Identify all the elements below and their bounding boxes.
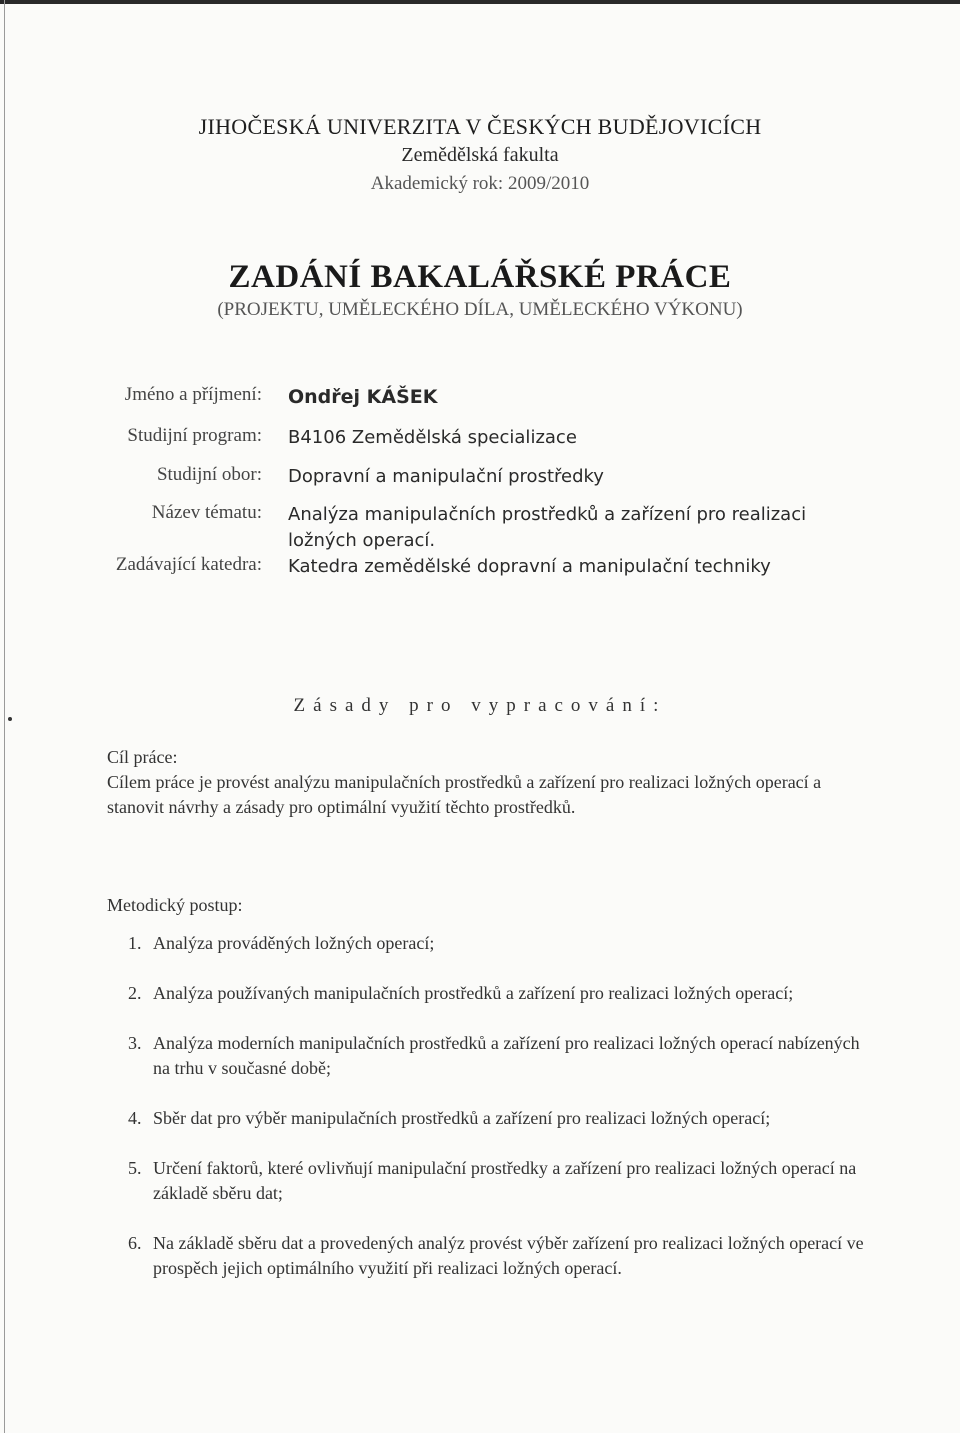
student-name: Ondřej KÁŠEK — [288, 386, 438, 408]
info-label: Zadávající katedra: — [115, 554, 262, 575]
step-text: Analýza moderních manipulačních prostředků a zařízení pro realizaci ložných operací nabízených na trhu v současné době; — [153, 1033, 860, 1078]
method-step — [107, 1231, 867, 1281]
faculty-name: Zemědělská fakulta — [401, 144, 559, 166]
thesis-topic: Analýza manipulačních prostředků a zařízení pro realizaci ložných operací. — [288, 504, 807, 551]
method-label: Metodický postup: — [107, 895, 243, 915]
step-number: 5. — [128, 1158, 142, 1178]
document-subtitle: (PROJEKTU, UMĚLECKÉHO DÍLA, UMĚLECKÉHO VÝKONU) — [217, 299, 743, 320]
method-step — [107, 1031, 867, 1081]
step-text: Sběr dat pro výběr manipulačních prostředků a zařízení pro realizaci ložných operací; — [153, 1108, 771, 1128]
step-number: 4. — [128, 1108, 142, 1128]
department: Katedra zemědělské dopravní a manipulační techniky — [288, 556, 771, 577]
step-text: Analýza prováděných ložných operací; — [153, 933, 435, 953]
step-number: 1. — [128, 933, 142, 953]
info-label: Název tématu: — [151, 502, 262, 523]
academic-year: Akademický rok: 2009/2010 — [370, 173, 590, 194]
info-label: Studijní program: — [127, 425, 262, 446]
method-steps — [107, 931, 867, 1281]
scan-edge-top — [0, 0, 960, 4]
university-name: JIHOČESKÁ UNIVERZITA V ČESKÝCH BUDĚJOVICÍCH — [198, 114, 762, 139]
step-text: Na základě sběru dat a provedených analýz provést výběr zařízení pro realizaci ložných operací ve prospěch jejich optimálního využití při realizaci ložných operací. — [153, 1233, 864, 1278]
goal-label: Cíl práce: — [107, 747, 178, 767]
info-label: Jméno a příjmení: — [124, 384, 262, 405]
document-title-block — [0, 257, 960, 323]
study-program: B4106 Zemědělská specializace — [288, 427, 577, 448]
method-step — [107, 1106, 867, 1131]
step-text: Určení faktorů, které ovlivňují manipulační prostředky a zařízení pro realizaci ložných operací na základě sběru dat; — [153, 1158, 857, 1203]
info-label: Studijní obor: — [156, 464, 262, 485]
study-field: Dopravní a manipulační prostředky — [288, 466, 604, 487]
step-number: 3. — [128, 1033, 142, 1053]
scan-dot-mark — [8, 717, 12, 721]
principles-heading: Zásady pro vypracování: — [293, 695, 667, 716]
method-step — [107, 1156, 867, 1206]
document-header — [0, 113, 960, 199]
method-step — [107, 981, 867, 1006]
goal-text: Cílem práce je provést analýzu manipulačních prostředků a zařízení pro realizaci ložných operací a stanovit návrhy a zásady pro optimální využití těchto prostředků. — [107, 772, 822, 817]
step-text: Analýza používaných manipulačních prostředků a zařízení pro realizaci ložných operací; — [153, 983, 794, 1003]
step-number: 6. — [128, 1233, 142, 1253]
step-number: 2. — [128, 983, 142, 1003]
document-title: ZADÁNÍ BAKALÁŘSKÉ PRÁCE — [228, 259, 732, 295]
method-step — [107, 931, 867, 956]
